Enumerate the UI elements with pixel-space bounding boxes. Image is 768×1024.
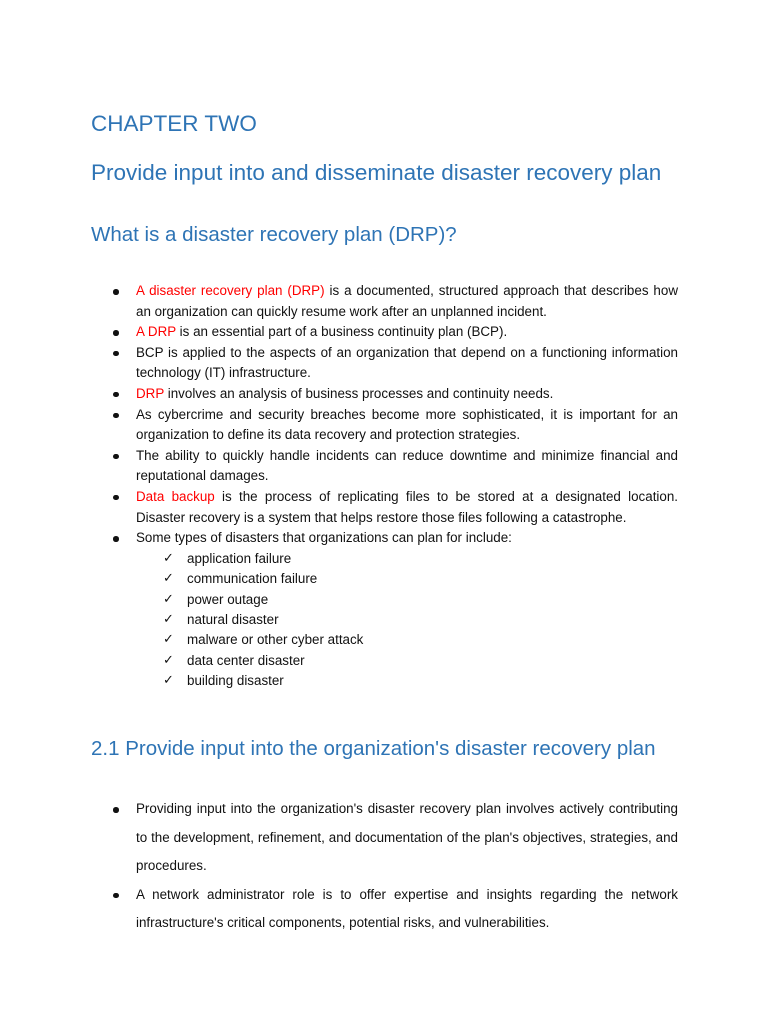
- bullet-text: As cybercrime and security breaches become more sophisticated, it is important for an organization to define its data recovery and protection strategies.: [136, 406, 678, 443]
- checklist-item: [136, 671, 678, 691]
- checklist-item-text: data center disaster: [187, 652, 305, 668]
- checklist-item: [136, 610, 678, 630]
- list-item: [0, 795, 678, 881]
- bullet-icon: [113, 536, 119, 542]
- disaster-types-checklist: [136, 549, 678, 692]
- checkmark-icon: ✓: [163, 611, 174, 627]
- highlighted-term: DRP: [136, 385, 165, 401]
- highlighted-term: A DRP: [136, 324, 176, 340]
- checkmark-icon: ✓: [163, 652, 174, 668]
- list-item: [0, 446, 678, 487]
- checklist-item-text: application failure: [187, 550, 292, 566]
- bullet-icon: [113, 289, 119, 295]
- list-item: [0, 487, 678, 528]
- chapter-title: Provide input into and disseminate disaster recovery plan: [91, 160, 662, 185]
- checklist-item: [136, 651, 678, 671]
- checkmark-icon: ✓: [163, 550, 174, 566]
- checklist-item-text: building disaster: [187, 673, 284, 689]
- bullet-icon: [113, 351, 119, 357]
- list-item: [0, 528, 678, 691]
- checklist-item: [136, 569, 678, 589]
- bullet-text: BCP is applied to the aspects of an organization that depend on a functioning information technology (IT) infrastructure.: [136, 344, 678, 381]
- section-heading-what-is-drp: What is a disaster recovery plan (DRP)?: [91, 223, 457, 246]
- checkmark-icon: ✓: [163, 632, 174, 648]
- bullet-text: The ability to quickly handle incidents can reduce downtime and minimize financial and reputational damages.: [136, 447, 678, 484]
- bullet-icon: [113, 454, 119, 460]
- bullet-icon: [113, 413, 119, 419]
- checkmark-icon: ✓: [163, 673, 174, 689]
- bullet-text: is a documented, structured approach that describes how an organization can quickly resume work after an unplanned incident.: [136, 283, 678, 319]
- bullet-text: Providing input into the organization's disaster recovery plan involves actively contributing to the development, refinement, and documentation of the plan's objectives, strategies, and procedures.: [136, 801, 678, 874]
- checklist-item-text: communication failure: [187, 571, 318, 587]
- list-item: [0, 281, 678, 322]
- bullet-icon: [113, 807, 119, 813]
- highlighted-term: A disaster recovery plan (DRP): [136, 283, 325, 298]
- checkmark-icon: ✓: [163, 591, 174, 607]
- bullet-text: is an essential part of a business continuity plan (BCP).: [175, 324, 508, 340]
- list-item: [0, 343, 678, 384]
- checklist-item: [136, 549, 678, 569]
- input-bullet-list: [0, 795, 768, 938]
- bullet-icon: [113, 392, 119, 398]
- list-item: [0, 322, 678, 343]
- drp-bullet-list: [0, 281, 768, 692]
- chapter-heading: CHAPTER TWO: [91, 111, 257, 136]
- checklist-item: [136, 630, 678, 650]
- bullet-icon: [113, 330, 119, 336]
- bullet-text: Some types of disasters that organizations can plan for include:: [136, 530, 512, 546]
- bullet-text: is the process of replicating files to be stored at a designated location. Disaster recovery is a system that helps restore those files following a catastrophe.: [136, 488, 679, 525]
- bullet-icon: [113, 495, 119, 501]
- bullet-text: A network administrator role is to offer expertise and insights regarding the network infrastructure's critical components, potential risks, and vulnerabilities.: [136, 886, 678, 931]
- list-item: [0, 384, 678, 405]
- bullet-text: involves an analysis of business processes and continuity needs.: [164, 385, 554, 401]
- bullet-icon: [113, 893, 119, 899]
- list-item: [0, 405, 678, 446]
- checklist-item: [136, 590, 678, 610]
- list-item: [0, 881, 678, 938]
- section-heading-2-1: 2.1 Provide input into the organization's disaster recovery plan: [91, 737, 656, 760]
- checklist-item-text: malware or other cyber attack: [187, 632, 364, 648]
- checkmark-icon: ✓: [163, 571, 174, 587]
- highlighted-term: Data backup: [136, 488, 215, 504]
- checklist-item-text: natural disaster: [187, 611, 279, 627]
- checklist-item-text: power outage: [187, 591, 269, 607]
